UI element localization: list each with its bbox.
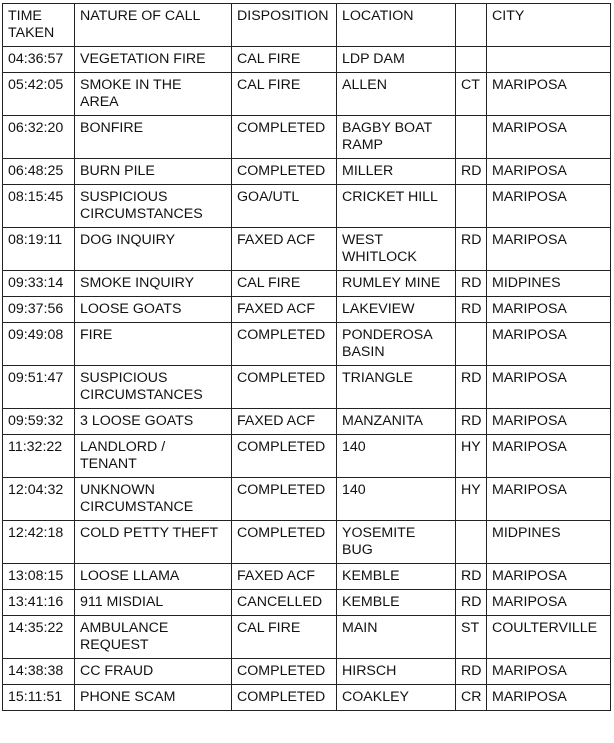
time-cell: 13:41:16 xyxy=(3,590,75,616)
time-cell: 08:15:45 xyxy=(3,185,75,228)
location-cell: BAGBY BOAT RAMP xyxy=(337,116,456,159)
table-row xyxy=(3,159,611,185)
street-suffix-cell xyxy=(456,185,487,228)
disposition-cell: COMPLETED xyxy=(232,435,337,478)
city-cell: MARIPOSA xyxy=(487,228,611,271)
table-row xyxy=(3,409,611,435)
city-cell: MARIPOSA xyxy=(487,564,611,590)
disposition-cell: CAL FIRE xyxy=(232,47,337,73)
disposition-cell: COMPLETED xyxy=(232,323,337,366)
time-cell: 06:32:20 xyxy=(3,116,75,159)
table-row xyxy=(3,685,611,711)
street-suffix-cell: RD xyxy=(456,590,487,616)
header-street-suffix xyxy=(456,4,487,47)
time-cell: 09:59:32 xyxy=(3,409,75,435)
time-cell: 05:42:05 xyxy=(3,73,75,116)
street-suffix-cell xyxy=(456,521,487,564)
nature-cell: SUSPICIOUS CIRCUMSTANCES xyxy=(75,185,232,228)
location-cell: YOSEMITE BUG xyxy=(337,521,456,564)
nature-cell: CC FRAUD xyxy=(75,659,232,685)
street-suffix-cell: RD xyxy=(456,366,487,409)
street-suffix-cell: RD xyxy=(456,271,487,297)
location-cell: LAKEVIEW xyxy=(337,297,456,323)
city-cell: MARIPOSA xyxy=(487,297,611,323)
nature-cell: COLD PETTY THEFT xyxy=(75,521,232,564)
table-row xyxy=(3,271,611,297)
table-row xyxy=(3,659,611,685)
city-cell xyxy=(487,47,611,73)
nature-cell: DOG INQUIRY xyxy=(75,228,232,271)
city-cell: MARIPOSA xyxy=(487,659,611,685)
nature-cell: VEGETATION FIRE xyxy=(75,47,232,73)
disposition-cell: CAL FIRE xyxy=(232,616,337,659)
location-cell: WEST WHITLOCK xyxy=(337,228,456,271)
city-cell: MARIPOSA xyxy=(487,409,611,435)
time-cell: 14:38:38 xyxy=(3,659,75,685)
street-suffix-cell xyxy=(456,47,487,73)
header-time-taken: TIME TAKEN xyxy=(3,4,75,47)
disposition-cell: CAL FIRE xyxy=(232,73,337,116)
street-suffix-cell: CT xyxy=(456,73,487,116)
call-log-body xyxy=(3,4,611,711)
disposition-cell: FAXED ACF xyxy=(232,564,337,590)
location-cell: ALLEN xyxy=(337,73,456,116)
disposition-cell: CANCELLED xyxy=(232,590,337,616)
header-disposition: DISPOSITION xyxy=(232,4,337,47)
disposition-cell: FAXED ACF xyxy=(232,228,337,271)
location-cell: TRIANGLE xyxy=(337,366,456,409)
city-cell: MARIPOSA xyxy=(487,323,611,366)
location-cell: RUMLEY MINE xyxy=(337,271,456,297)
disposition-cell: COMPLETED xyxy=(232,659,337,685)
disposition-cell: COMPLETED xyxy=(232,478,337,521)
time-cell: 09:37:56 xyxy=(3,297,75,323)
time-cell: 09:33:14 xyxy=(3,271,75,297)
table-row xyxy=(3,228,611,271)
street-suffix-cell: HY xyxy=(456,478,487,521)
time-cell: 04:36:57 xyxy=(3,47,75,73)
call-log-table xyxy=(2,3,611,711)
table-row xyxy=(3,116,611,159)
location-cell: 140 xyxy=(337,478,456,521)
street-suffix-cell: RD xyxy=(456,159,487,185)
table-row xyxy=(3,47,611,73)
table-row xyxy=(3,366,611,409)
time-cell: 11:32:22 xyxy=(3,435,75,478)
city-cell: MARIPOSA xyxy=(487,478,611,521)
time-cell: 14:35:22 xyxy=(3,616,75,659)
nature-cell: AMBULANCE REQUEST xyxy=(75,616,232,659)
table-row xyxy=(3,590,611,616)
nature-cell: SMOKE INQUIRY xyxy=(75,271,232,297)
location-cell: CRICKET HILL xyxy=(337,185,456,228)
disposition-cell: COMPLETED xyxy=(232,521,337,564)
table-row xyxy=(3,616,611,659)
nature-cell: PHONE SCAM xyxy=(75,685,232,711)
nature-cell: LANDLORD / TENANT xyxy=(75,435,232,478)
disposition-cell: FAXED ACF xyxy=(232,409,337,435)
street-suffix-cell: RD xyxy=(456,564,487,590)
city-cell: MARIPOSA xyxy=(487,73,611,116)
nature-cell: LOOSE GOATS xyxy=(75,297,232,323)
location-cell: COAKLEY xyxy=(337,685,456,711)
nature-cell: SUSPICIOUS CIRCUMSTANCES xyxy=(75,366,232,409)
street-suffix-cell: RD xyxy=(456,659,487,685)
time-cell: 08:19:11 xyxy=(3,228,75,271)
table-row xyxy=(3,521,611,564)
location-cell: KEMBLE xyxy=(337,564,456,590)
table-row xyxy=(3,435,611,478)
city-cell: MIDPINES xyxy=(487,271,611,297)
city-cell: MARIPOSA xyxy=(487,116,611,159)
header-location: LOCATION xyxy=(337,4,456,47)
time-cell: 09:51:47 xyxy=(3,366,75,409)
nature-cell: LOOSE LLAMA xyxy=(75,564,232,590)
location-cell: 140 xyxy=(337,435,456,478)
city-cell: MARIPOSA xyxy=(487,159,611,185)
location-cell: MAIN xyxy=(337,616,456,659)
header-row xyxy=(3,4,611,47)
table-row xyxy=(3,323,611,366)
nature-cell: 3 LOOSE GOATS xyxy=(75,409,232,435)
city-cell: COULTERVILLE xyxy=(487,616,611,659)
table-row xyxy=(3,73,611,116)
location-cell: MILLER xyxy=(337,159,456,185)
time-cell: 12:42:18 xyxy=(3,521,75,564)
location-cell: LDP DAM xyxy=(337,47,456,73)
city-cell: MARIPOSA xyxy=(487,366,611,409)
disposition-cell: COMPLETED xyxy=(232,116,337,159)
table-row xyxy=(3,185,611,228)
city-cell: MIDPINES xyxy=(487,521,611,564)
nature-cell: BONFIRE xyxy=(75,116,232,159)
disposition-cell: CAL FIRE xyxy=(232,271,337,297)
nature-cell: UNKNOWN CIRCUMSTANCE xyxy=(75,478,232,521)
disposition-cell: COMPLETED xyxy=(232,685,337,711)
table-row xyxy=(3,564,611,590)
city-cell: MARIPOSA xyxy=(487,685,611,711)
location-cell: HIRSCH xyxy=(337,659,456,685)
city-cell: MARIPOSA xyxy=(487,185,611,228)
header-nature-of-call: NATURE OF CALL xyxy=(75,4,232,47)
table-row xyxy=(3,478,611,521)
street-suffix-cell xyxy=(456,116,487,159)
time-cell: 06:48:25 xyxy=(3,159,75,185)
time-cell: 13:08:15 xyxy=(3,564,75,590)
location-cell: PONDEROSA BASIN xyxy=(337,323,456,366)
disposition-cell: FAXED ACF xyxy=(232,297,337,323)
time-cell: 12:04:32 xyxy=(3,478,75,521)
time-cell: 15:11:51 xyxy=(3,685,75,711)
time-cell: 09:49:08 xyxy=(3,323,75,366)
street-suffix-cell: RD xyxy=(456,228,487,271)
location-cell: MANZANITA xyxy=(337,409,456,435)
table-row xyxy=(3,297,611,323)
nature-cell: FIRE xyxy=(75,323,232,366)
disposition-cell: COMPLETED xyxy=(232,159,337,185)
nature-cell: BURN PILE xyxy=(75,159,232,185)
street-suffix-cell: RD xyxy=(456,409,487,435)
disposition-cell: GOA/UTL xyxy=(232,185,337,228)
disposition-cell: COMPLETED xyxy=(232,366,337,409)
city-cell: MARIPOSA xyxy=(487,590,611,616)
header-city: CITY xyxy=(487,4,611,47)
nature-cell: SMOKE IN THE AREA xyxy=(75,73,232,116)
street-suffix-cell xyxy=(456,323,487,366)
nature-cell: 911 MISDIAL xyxy=(75,590,232,616)
street-suffix-cell: CR xyxy=(456,685,487,711)
location-cell: KEMBLE xyxy=(337,590,456,616)
city-cell: MARIPOSA xyxy=(487,435,611,478)
street-suffix-cell: RD xyxy=(456,297,487,323)
street-suffix-cell: HY xyxy=(456,435,487,478)
street-suffix-cell: ST xyxy=(456,616,487,659)
